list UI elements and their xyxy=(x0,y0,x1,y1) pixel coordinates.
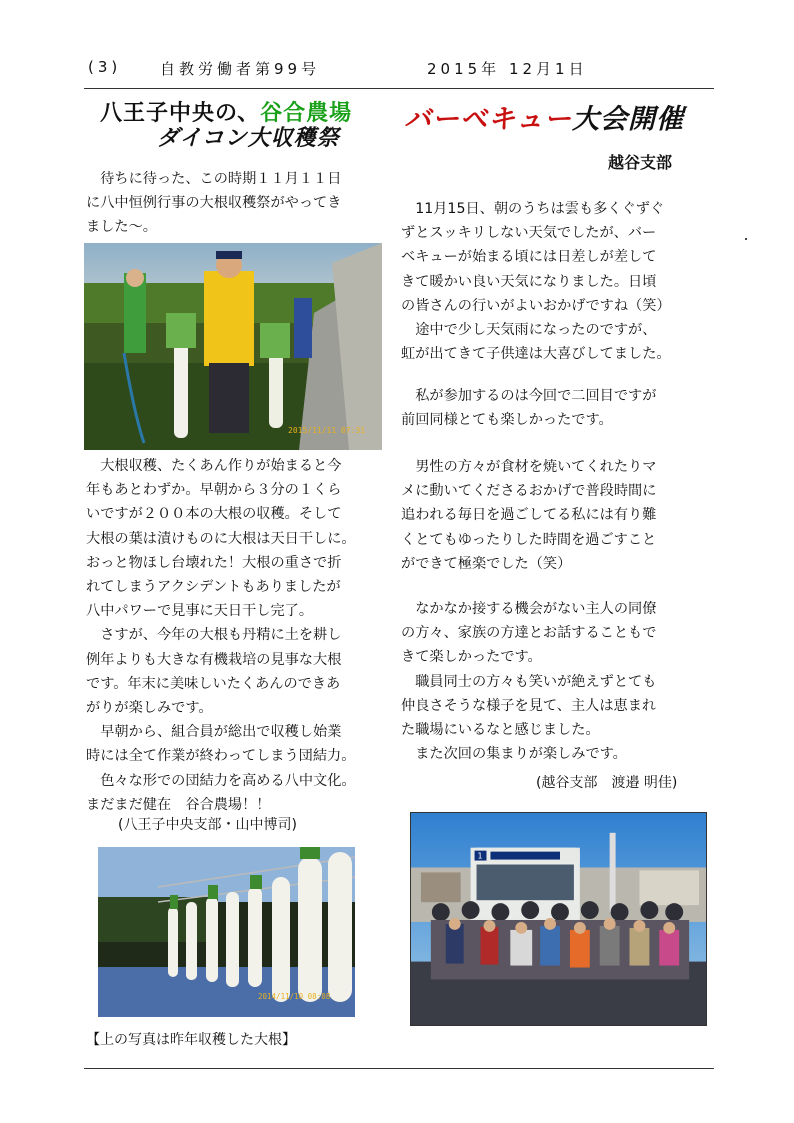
page-header xyxy=(84,58,714,84)
photo-timestamp: 2015/11/11 07:31 xyxy=(288,426,366,435)
page-number: (3) xyxy=(88,58,122,76)
issue-date: 2015年 12月1日 xyxy=(427,60,588,78)
bus-route-number: 1 xyxy=(477,851,483,861)
right-article-signature: (越谷支部 渡邉 明佳) xyxy=(536,775,678,791)
drying-daikon-photo xyxy=(98,847,355,1017)
right-article-para2: 私が参加するのは今回で二回目ですが 前回同様とても楽しかったです。 xyxy=(401,388,657,429)
branch-name: 越谷支部 xyxy=(608,153,673,172)
footer-rule xyxy=(84,1068,714,1069)
right-article-para4: なかなか接する機会がない主人の同僚 の方々、家族の方達とお話することもで きて楽しかったです。 職員同士の方々も笑いが絶えずとても 仲良さそうな様子を見て、主人は恵まれ た職場にいるなと感じました。 また次回の集まりが楽しみです。 xyxy=(401,601,657,763)
photo-timestamp: 2014/11/10 08:08 xyxy=(258,992,331,1001)
title-black-part: 大会開催 xyxy=(572,104,684,135)
photo-caption: 【上の写真は昨年収穫した大根】 xyxy=(86,1032,296,1048)
header-rule xyxy=(84,88,714,89)
title-red-part: バーベキュー xyxy=(404,104,572,135)
left-article-signature: (八王子中央支部・山中博司) xyxy=(118,817,297,833)
daikon-harvest-photo xyxy=(84,243,382,450)
farm-name: 谷合農場 xyxy=(260,101,353,126)
left-article-title-line2: ダイコン大収穫祭 xyxy=(157,126,340,151)
left-article-intro: 待ちに待った、この時期１１月１１日 に八中恒例行事の大根収穫祭がやってき ました～。 xyxy=(86,171,342,236)
stray-dot xyxy=(745,238,747,240)
right-article-para3: 男性の方々が食材を焼いてくれたりマ メに動いてくださるおかげで普段時間に 追われる毎日を過ごしてる私には有り難 くとてもゆったりした時間を過ごすこと ができて極楽でした（笑） xyxy=(401,459,657,572)
right-article-para1: 11月15日、朝のうちは雲も多くぐずぐ ずとスッキリしない天気でしたが、バー ベキューが始まる頃には日差しが差して きて暖かい良い天気になりました。日頃 の皆さんの行いがよいおかげですね（笑） 途中で少し天気雨になったのですが、 虹が出てきて子供達は大喜びしてました。 xyxy=(401,201,671,363)
bbq-group-photo xyxy=(410,812,707,1026)
right-article-title xyxy=(404,97,684,136)
left-article-body: 大根収穫、たくあん作りが始まると今 年もあとわずか。早朝から３分の１くら いですが２００本の大根の収穫。そして 大根の葉は漬けものに大根は天日干しに。 おっと物ほし台壊れた！大根の重さで折 れてしまうアクシデントもありましたが 八中パワーで見事に天日干し完了。 さすが、今年の大根も丹精に土を耕し 例年よりも大きな有機栽培の見事な大根 です。年末に美味しいたくあんのできあ がりが楽しみです。 早朝から、組合員が総出で収穫し始業 時には全て作業が終わってしまう団結力。 色々な形での団結力を高める八中文化。 まだまだ健在 谷合農場！！ xyxy=(86,458,356,813)
title-prefix: 八王子中央の、 xyxy=(100,101,261,126)
newsletter-issue: 自教労働者第99号 xyxy=(160,60,321,78)
